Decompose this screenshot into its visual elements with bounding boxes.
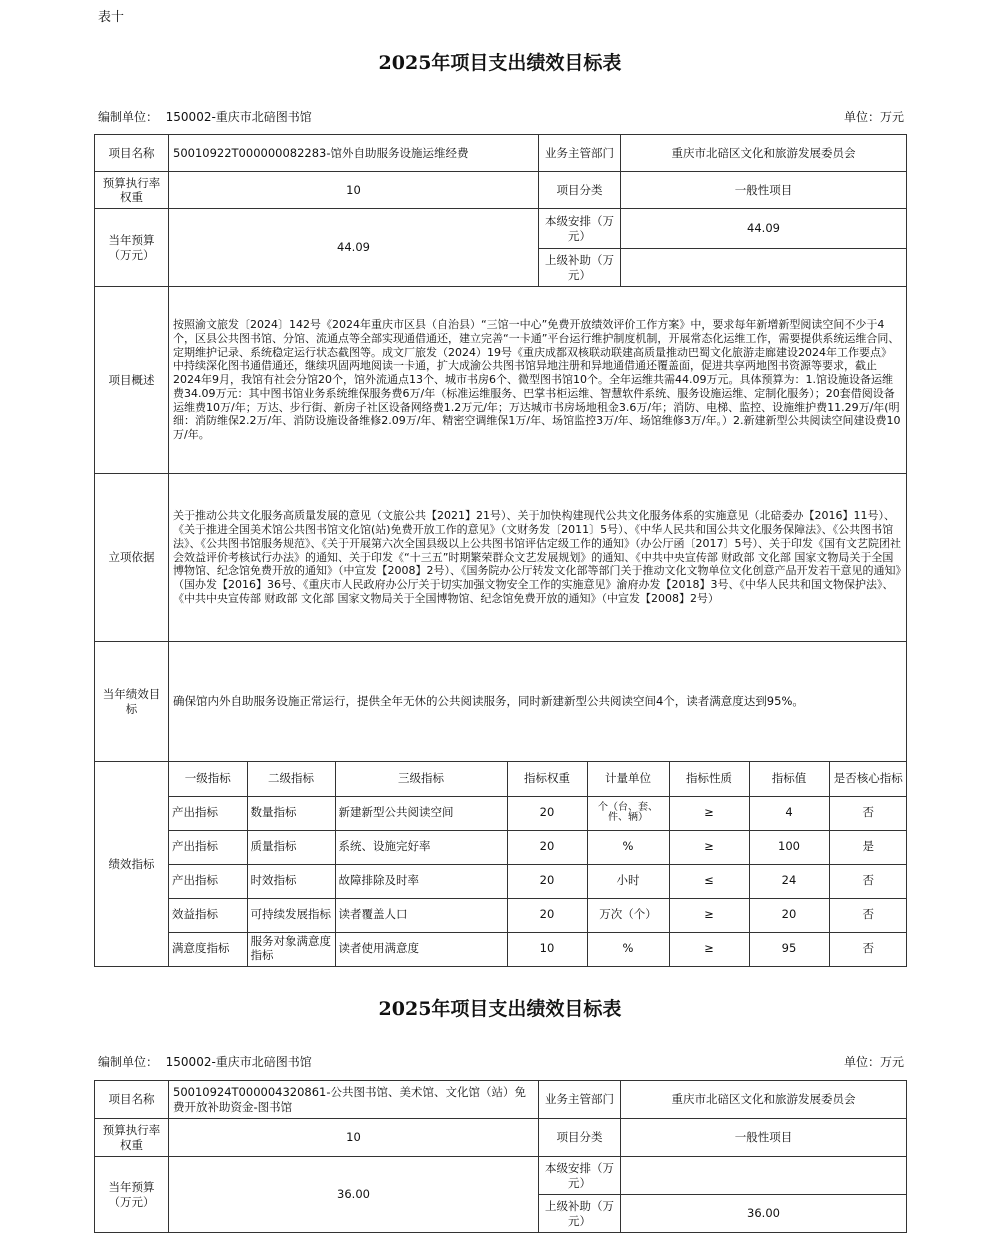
cell-unit: % [587, 830, 669, 864]
header-level2: 二级指标 [247, 762, 335, 796]
goal-text: 确保馆内外自助服务设施正常运行，提供全年无休的公共阅读服务，同时新建新型公共阅读空间4个，读者满意度达到95%。 [169, 642, 907, 762]
cell-nature: ≥ [669, 932, 749, 966]
cell-value: 24 [749, 864, 829, 898]
cell-value: 95 [749, 932, 829, 966]
cell-level2: 质量指标 [247, 830, 335, 864]
category-value: 一般性项目 [621, 172, 907, 209]
label-project-name-2: 项目名称 [95, 1081, 169, 1119]
label-budget: 当年预算（万元） [95, 209, 169, 287]
cell-level1: 效益指标 [169, 898, 247, 932]
cell-nature: ≥ [669, 898, 749, 932]
local-value-2 [621, 1157, 907, 1195]
currency-unit: 单位：万元 [843, 110, 904, 124]
label-category-2: 项目分类 [539, 1119, 621, 1157]
cell-level2: 可持续发展指标 [247, 898, 335, 932]
compiling-unit-2: 编制单位： 150002-重庆市北碚图书馆 [98, 1055, 312, 1069]
header-weight: 指标权重 [507, 762, 587, 796]
cell-level2: 时效指标 [247, 864, 335, 898]
dept-value-2: 重庆市北碚区文化和旅游发展委员会 [621, 1081, 907, 1119]
cell-level3: 系统、设施完好率 [335, 830, 507, 864]
label-basis: 立项依据 [95, 474, 169, 642]
cell-level1: 产出指标 [169, 830, 247, 864]
cell-level3: 新建新型公共阅读空间 [335, 796, 507, 830]
cell-core: 是 [829, 830, 907, 864]
table-row [169, 830, 907, 864]
cell-value: 100 [749, 830, 829, 864]
header-level1: 一级指标 [169, 762, 247, 796]
currency-unit-2: 单位：万元 [843, 1055, 904, 1069]
header-level3: 三级指标 [335, 762, 507, 796]
weight-value-2: 10 [169, 1119, 539, 1157]
label-indicators: 绩效指标 [95, 762, 169, 967]
indicator-table [169, 762, 907, 966]
cell-value: 4 [749, 796, 829, 830]
page-title: 2025年项目支出绩效目标表 [378, 52, 622, 74]
cell-core: 否 [862, 941, 874, 956]
cell-level2: 服务对象满意度指标 [247, 932, 335, 966]
cell-weight: 20 [507, 898, 587, 932]
budget-value: 44.09 [169, 209, 539, 287]
project-name-value-2: 50010924T000004320861-公共图书馆、美术馆、文化馆（站）免费开放补助资金-图书馆 [169, 1081, 539, 1119]
cell-unit: % [587, 932, 669, 966]
header-nature: 指标性质 [669, 762, 749, 796]
table-number-label: 表十 [98, 10, 125, 25]
meta-row [98, 108, 904, 125]
project-name-value: 50010922T000000082283-馆外自助服务设施运维经费 [169, 135, 539, 172]
table-row [169, 796, 907, 830]
cell-level3: 读者覆盖人口 [335, 898, 507, 932]
indicator-header-row [169, 762, 907, 796]
cell-weight: 20 [507, 796, 587, 830]
overview-text: 按照渝文旅发〔2024〕142号《2024年重庆市区县（自治县）“三馆一中心”免费开放绩效评价工作方案》中，要求每年新增新型阅读空间不少于4个，区县公共图书馆、分馆、流通点等全部实现通借通还，建立完善“一卡通”平台运行维护制度机制，开展常态化运维工作，需要提供系统运维合同、定期维护记录、系统稳定运行状态截图等。成文厂旅发（2024）19号《重庆成都双核联动联建高质量推动巴蜀文化旅游走廊建设2024年工作要点》中持续深化图书通借通还，继续巩固两地阅读一卡通，扩大成渝公共图书馆异地注册和异地通借通还覆盖面，促进共享两地图书资源等要求，截止2024年9月，我馆有社会分馆20个，馆外流通点13个、城市书房6个、微型图书馆10个。全年运维共需44.09万元。具体预算为：1.馆设施设备运维费34.09万元：其中图书馆业务系统维保服务费6万/年（标准运维服务、巴掌书柜运维、智慧软件系统、服务设施运维、定制化服务）；20套借阅设备运维费10万/年；万达、步行街、新房子社区设备网络费1.2万元/年；万达城市书房场地租金3.6万/年；消防、电梯、监控、设施维护费11.29万/年(明细：消防维保2.2万/年、消防设施设备维修2.09万/年、精密空调维保1万/年、场馆监控3万/年、场馆维修3万/年。）2.新建新型公共阅读空间建设费10万/年。 [169, 287, 907, 474]
dept-value: 重庆市北碚区文化和旅游发展委员会 [621, 135, 907, 172]
cell-level1: 满意度指标 [169, 932, 247, 966]
header-core: 是否核心指标 [829, 762, 907, 796]
cell-core: 否 [829, 898, 907, 932]
table-row [169, 932, 907, 966]
performance-table-2 [94, 1080, 907, 1233]
cell-level3: 读者使用满意度 [335, 932, 507, 966]
label-weight-2: 预算执行率权重 [95, 1119, 169, 1157]
indicator-grid-cell [169, 762, 907, 967]
meta-row-2 [98, 1053, 904, 1070]
basis-text: 关于推动公共文化服务高质量发展的意见（文旅公共【2021】21号）、关于加快构建现代公共文化服务体系的实施意见（北碚委办【2016】11号）、《关于推进全国美术馆公共图书馆文化馆(站)免费开放工作的意见》（文财务发〔2011〕5号）、《中华人民共和国公共文化服务保障法》、《公共图书馆法》、《公共图书馆服务规范》、《关于开展第六次全国县级以上公共图书馆评估定级工作的通知》（办公厅函〔2017〕5号）、关于印发《国有文艺院团社会效益评价考核试行办法》的通知、关于印发《“十三五”时期繁荣群众文艺发展规划》的通知、《中共中央宣传部 财政部 文化部 国家文物局关于全国博物馆、纪念馆免费开放的通知》（中宣发【2008】2号）、《国务院办公厅转发文化部等部门关于推动文化文物单位文化创意产品开发若干意见的通知》（国办发【2016】36号、《重庆市人民政府办公厅关于切实加强文物安全工作的实施意见》渝府办发【2018】3号、《中华人民共和国文物保护法》、《中共中央宣传部 财政部 文化部 国家文物局关于全国博物馆、纪念馆免费开放的通知》（中宣发【2008】2号） [169, 474, 907, 642]
header-unit: 计量单位 [587, 762, 669, 796]
header-value: 指标值 [749, 762, 829, 796]
label-local-2: 本级安排（万元） [539, 1157, 621, 1195]
cell-weight: 20 [507, 864, 587, 898]
local-value: 44.09 [621, 209, 907, 249]
cell-level1: 产出指标 [169, 864, 247, 898]
upper-value-2: 36.00 [621, 1195, 907, 1233]
budget-value-2: 36.00 [169, 1157, 539, 1233]
label-local: 本级安排（万元） [539, 209, 621, 249]
cell-weight: 20 [507, 830, 587, 864]
upper-value [621, 249, 907, 287]
cell-core: 否 [829, 864, 907, 898]
cell-core: 否 [829, 796, 907, 830]
cell-nature: ≥ [669, 796, 749, 830]
cell-level3: 故障排除及时率 [335, 864, 507, 898]
label-goal: 当年绩效目标 [95, 642, 169, 762]
label-dept-2: 业务主管部门 [539, 1081, 621, 1119]
compiling-unit: 编制单位： 150002-重庆市北碚图书馆 [98, 110, 312, 124]
cell-unit: 小时 [587, 864, 669, 898]
cell-value: 20 [749, 898, 829, 932]
table-row [169, 864, 907, 898]
cell-unit: 个（台、套、件、辆） [587, 796, 669, 830]
label-dept: 业务主管部门 [539, 135, 621, 172]
category-value-2: 一般性项目 [621, 1119, 907, 1157]
label-project-name: 项目名称 [95, 135, 169, 172]
page-title-2: 2025年项目支出绩效目标表 [378, 998, 622, 1020]
weight-value: 10 [169, 172, 539, 209]
cell-weight: 10 [507, 932, 587, 966]
label-weight: 预算执行率权重 [95, 172, 169, 209]
label-upper: 上级补助（万元） [539, 249, 621, 287]
cell-level2: 数量指标 [247, 796, 335, 830]
label-upper-2: 上级补助（万元） [539, 1195, 621, 1233]
label-budget-2: 当年预算（万元） [95, 1157, 169, 1233]
label-overview: 项目概述 [95, 287, 169, 474]
label-category: 项目分类 [539, 172, 621, 209]
table-row [169, 898, 907, 932]
cell-level1: 产出指标 [169, 796, 247, 830]
cell-unit: 万次（个） [587, 898, 669, 932]
performance-table [94, 134, 907, 967]
cell-nature: ≤ [669, 864, 749, 898]
cell-nature: ≥ [669, 830, 749, 864]
